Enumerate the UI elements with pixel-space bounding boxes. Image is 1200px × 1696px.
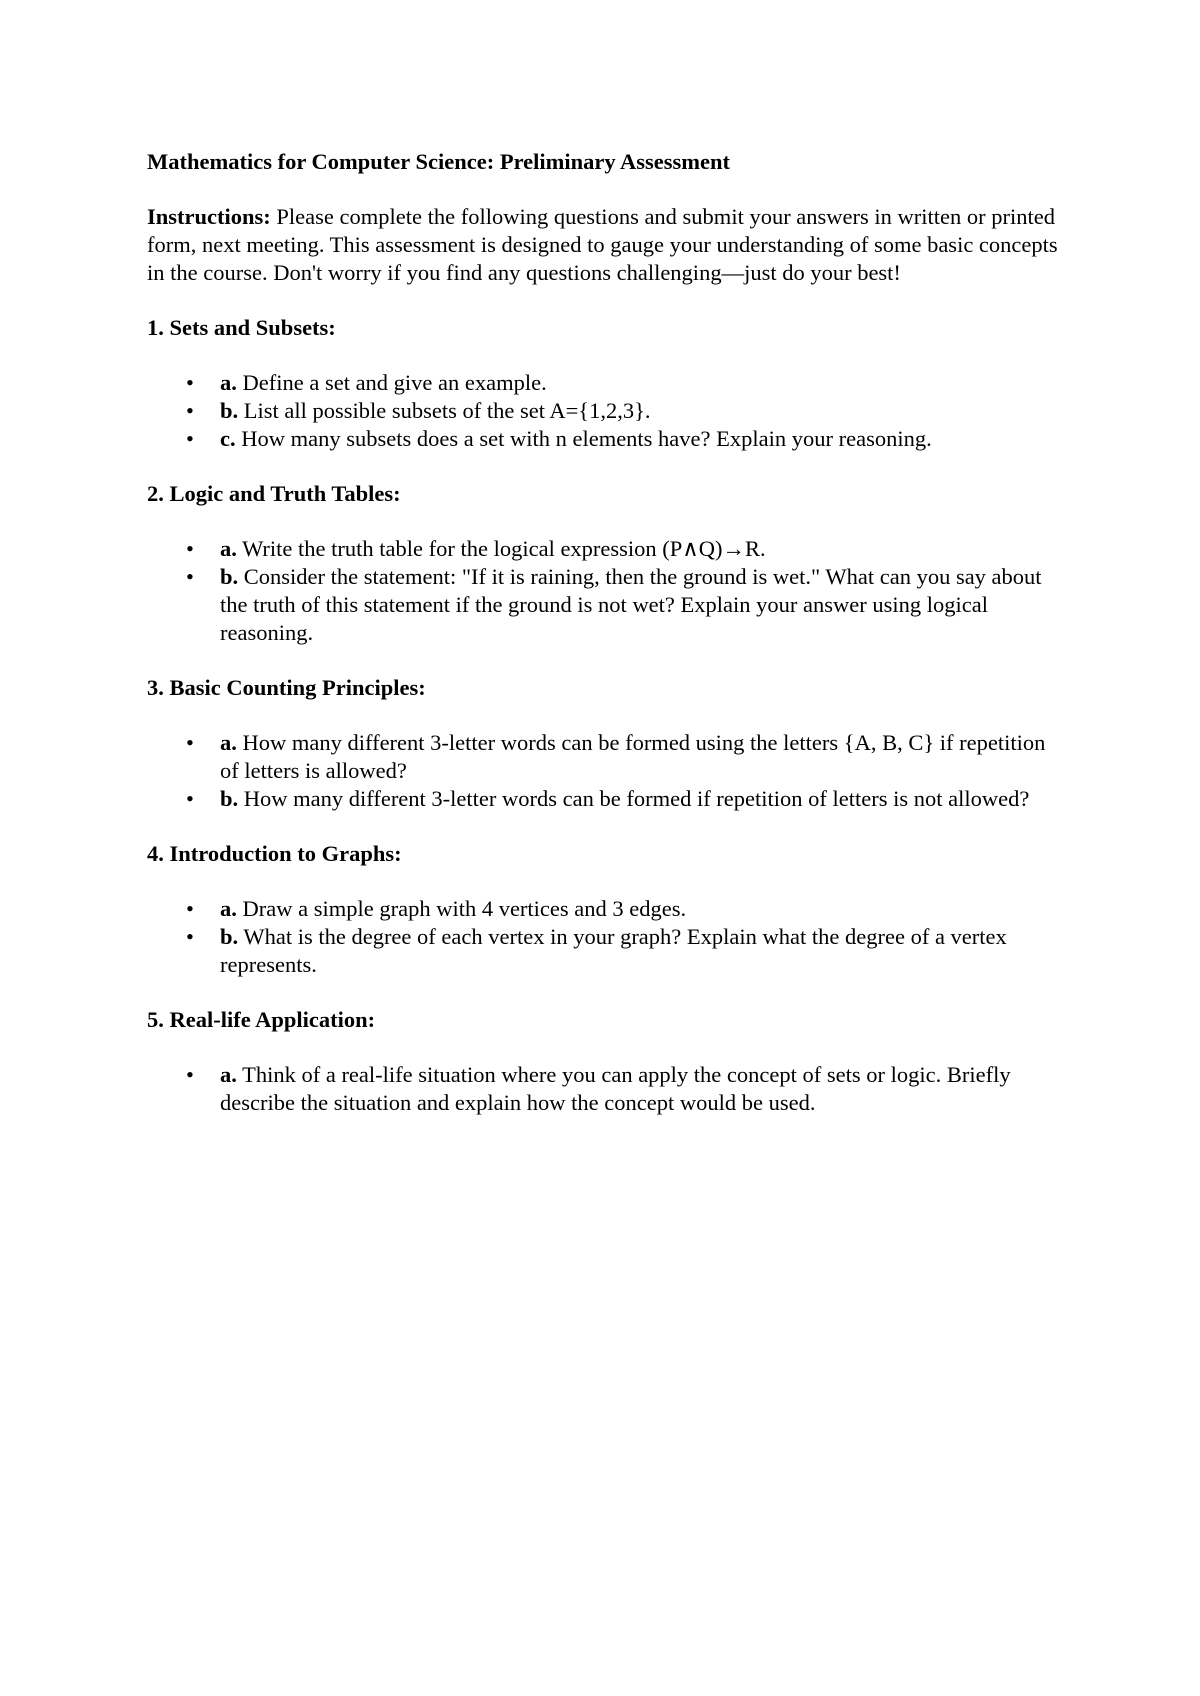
document-title: Mathematics for Computer Science: Preliminary Assessment bbox=[147, 149, 731, 174]
bullet-icon: • bbox=[186, 564, 194, 589]
question-list bbox=[147, 369, 1067, 453]
section-heading: 4. Introduction to Graphs: bbox=[147, 841, 402, 866]
question-label: a. bbox=[220, 896, 237, 921]
question-label: a. bbox=[220, 730, 237, 755]
question-item bbox=[147, 563, 1067, 647]
bullet-icon: • bbox=[186, 370, 194, 395]
question-text: How many different 3-letter words can be formed if repetition of letters is not allowed? bbox=[238, 786, 1030, 811]
question-text: Think of a real-life situation where you can apply the concept of sets or logic. Briefly describe the situation and explain how the concept would be used. bbox=[220, 1062, 1011, 1115]
bullet-icon: • bbox=[186, 1062, 194, 1087]
question-text: How many subsets does a set with n elements have? Explain your reasoning. bbox=[235, 426, 932, 451]
question-item bbox=[147, 895, 1067, 923]
bullet-icon: • bbox=[186, 426, 194, 451]
question-label: c. bbox=[220, 426, 236, 451]
question-item bbox=[147, 1061, 1067, 1117]
question-label: b. bbox=[220, 786, 239, 811]
question-text: List all possible subsets of the set A={1,2,3}. bbox=[238, 398, 651, 423]
section-heading: 1. Sets and Subsets: bbox=[147, 315, 336, 340]
question-item bbox=[147, 535, 1067, 563]
question-label: a. bbox=[220, 1062, 237, 1087]
question-item bbox=[147, 425, 1067, 453]
question-text: Define a set and give an example. bbox=[236, 370, 547, 395]
question-text: Draw a simple graph with 4 vertices and 3 edges. bbox=[236, 896, 687, 921]
question-item bbox=[147, 369, 1067, 397]
question-text: What is the degree of each vertex in your graph? Explain what the degree of a vertex represents. bbox=[220, 924, 1007, 977]
bullet-icon: • bbox=[186, 924, 194, 949]
question-item bbox=[147, 923, 1067, 979]
question-text: Consider the statement: "If it is raining, then the ground is wet." What can you say about the truth of this statement if the ground is not wet? Explain your answer using logical reasoning. bbox=[220, 564, 1042, 645]
question-text: How many different 3-letter words can be formed using the letters {A, B, C} if repetition of letters is allowed? bbox=[220, 730, 1046, 783]
bullet-icon: • bbox=[186, 398, 194, 423]
question-list bbox=[147, 1061, 1067, 1117]
instructions-paragraph bbox=[147, 203, 1067, 287]
question-item bbox=[147, 785, 1067, 813]
instructions-label: Instructions: bbox=[147, 204, 271, 229]
section-heading: 3. Basic Counting Principles: bbox=[147, 675, 426, 700]
question-label: a. bbox=[220, 370, 237, 395]
instructions-text: Please complete the following questions and submit your answers in written or printed form, next meeting. This assessment is designed to gauge your understanding of some basic concepts in the course. Don't worry if you find any questions challenging—just do your best! bbox=[147, 204, 1058, 285]
question-list bbox=[147, 535, 1067, 647]
question-list bbox=[147, 729, 1067, 813]
question-item bbox=[147, 397, 1067, 425]
question-item bbox=[147, 729, 1067, 785]
section-heading: 5. Real-life Application: bbox=[147, 1007, 376, 1032]
question-label: b. bbox=[220, 924, 239, 949]
bullet-icon: • bbox=[186, 896, 194, 921]
document-page bbox=[147, 148, 1067, 1117]
bullet-icon: • bbox=[186, 730, 194, 755]
question-label: a. bbox=[220, 536, 237, 561]
question-text: Write the truth table for the logical expression (P∧Q)→R. bbox=[236, 536, 766, 561]
bullet-icon: • bbox=[186, 786, 194, 811]
question-label: b. bbox=[220, 564, 239, 589]
bullet-icon: • bbox=[186, 536, 194, 561]
question-label: b. bbox=[220, 398, 239, 423]
question-list bbox=[147, 895, 1067, 979]
section-heading: 2. Logic and Truth Tables: bbox=[147, 481, 401, 506]
